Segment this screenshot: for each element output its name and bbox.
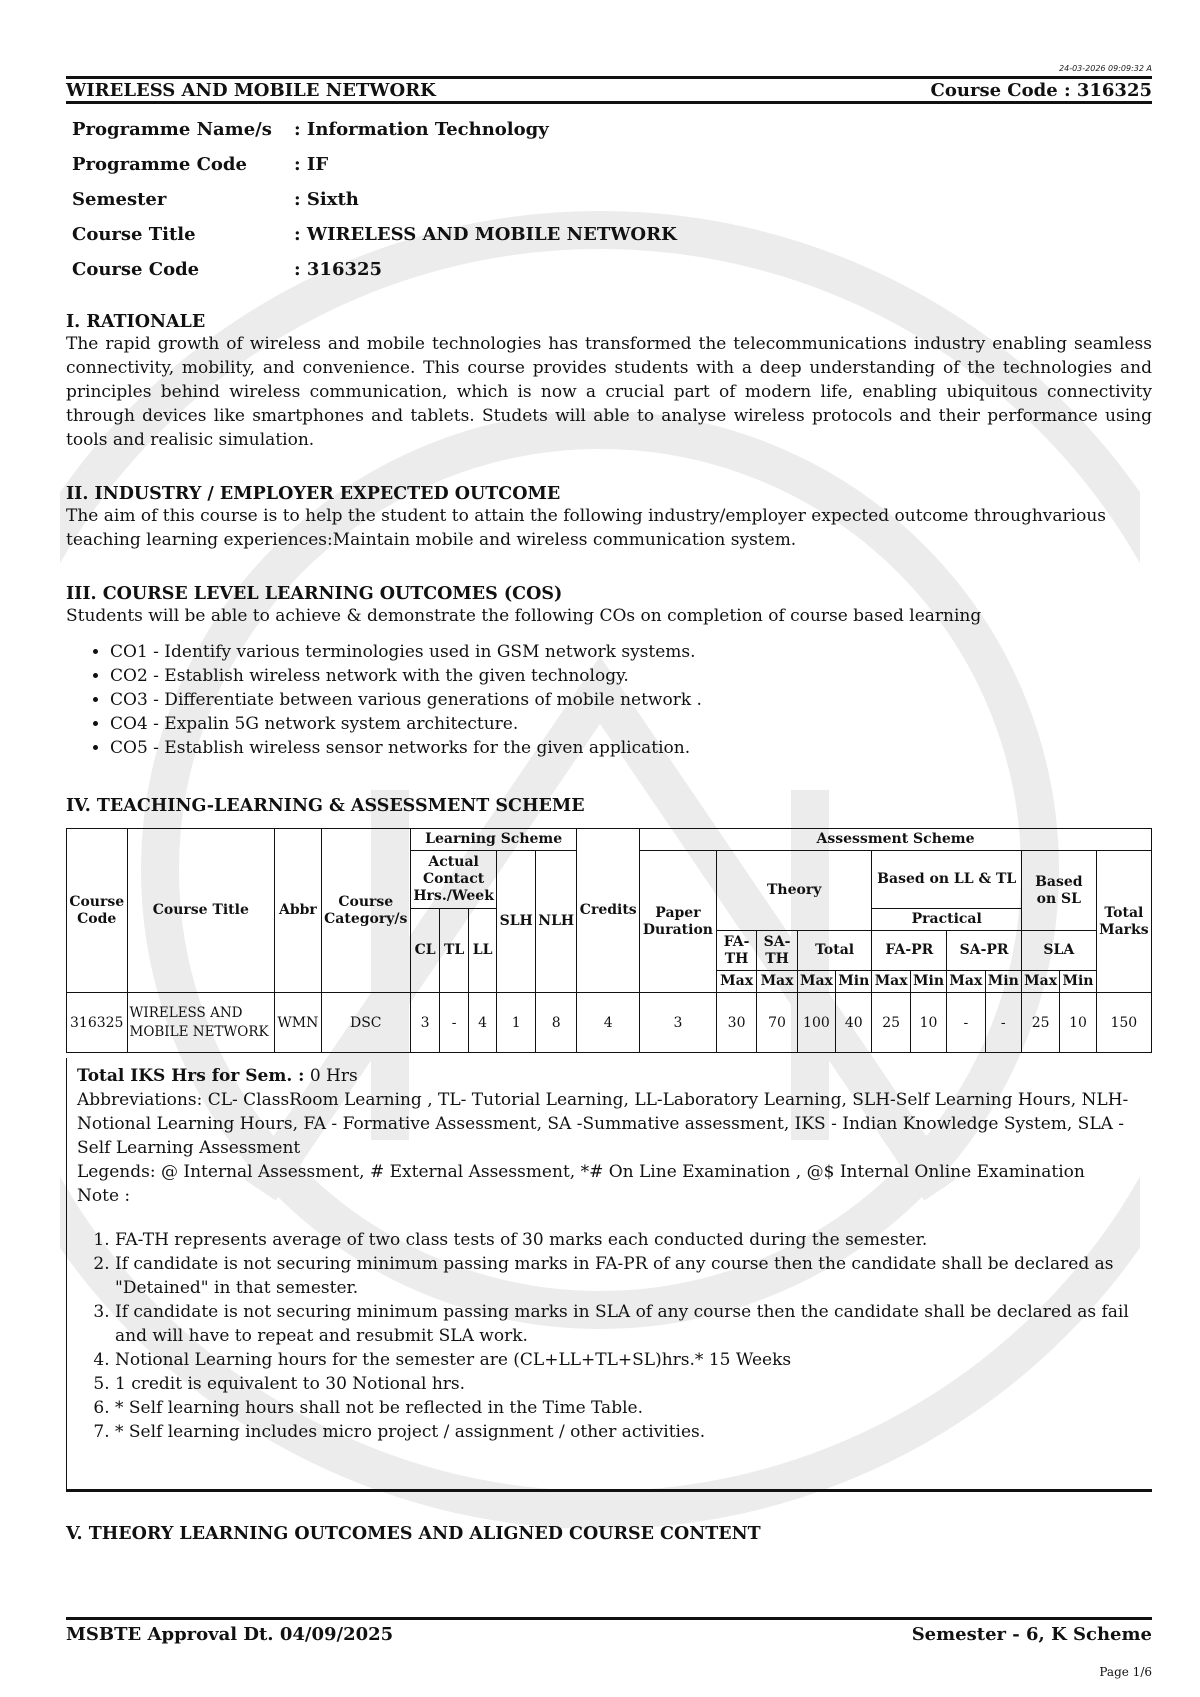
col-header-max: Max <box>757 971 797 993</box>
header-course-title: WIRELESS AND MOBILE NETWORK <box>66 79 436 101</box>
cell-fa-pr-max: 25 <box>872 993 910 1053</box>
note-item: 7. * Self learning includes micro project / assignment / other activities. <box>115 1420 1142 1444</box>
info-label: Programme Name/s <box>72 119 272 140</box>
cell-sa-th-max: 70 <box>757 993 797 1053</box>
legends-text: Legends: @ Internal Assessment, # External Assessment, *# On Line Examination , @$ Internal Online Examination <box>77 1162 1085 1182</box>
iks-hours-label: Total IKS Hrs for Sem. : <box>77 1066 305 1086</box>
rationale-text: The rapid growth of wireless and mobile technologies has transformed the telecommunications industry enabling seamless connectivity, mobility, and convenience. This course provides students with a deep understanding of the technologies and principles behind wireless communication, which is now a crucial part of modern life, enabling ubiquitous connectivity through devices like smartphones and tablets. Studets will able to analyse wireless protocols and their performance using tools and realisic simulation. <box>66 334 1152 450</box>
col-header-nlh: NLH <box>536 851 577 993</box>
group-header-actual-contact: Actual Contact Hrs./Week <box>410 851 497 909</box>
course-outcome-item: • CO4 - Expalin 5G network system architecture. <box>110 712 1152 736</box>
col-header-max: Max <box>1021 971 1059 993</box>
course-info-block <box>72 112 677 287</box>
col-header-max: Max <box>872 971 910 993</box>
cell-course-code: 316325 <box>67 993 128 1053</box>
info-label: Semester <box>72 189 167 210</box>
note-item: 2. If candidate is not securing minimum passing marks in FA-PR of any course then the candidate shall be declared as "Detained" in that semester. <box>115 1252 1142 1300</box>
col-header-total-marks: Total Marks <box>1096 851 1151 993</box>
group-header-practical: Practical <box>872 909 1021 931</box>
info-row-programme-name <box>72 112 677 147</box>
col-header-sa-th: SA-TH <box>757 931 797 971</box>
col-header-fa-th: FA-TH <box>716 931 756 971</box>
page-footer <box>66 1617 1152 1645</box>
course-outcome-item: • CO2 - Establish wireless network with the given technology. <box>110 664 1152 688</box>
print-timestamp: 24-03-2026 09:09:32 A <box>1059 64 1152 73</box>
group-header-assessment-scheme: Assessment Scheme <box>640 829 1152 851</box>
section-heading: I. RATIONALE <box>66 312 206 332</box>
col-header-max: Max <box>716 971 756 993</box>
abbreviations-text: Abbreviations: CL- ClassRoom Learning , TL- Tutorial Learning, LL-Laboratory Learning, SLH-Self Learning Hours, NLH-Notional Learning Hours, FA - Formative Assessment, SA -Summative assessment, IKS - Indian Knowledge System, SLA - Self Learning Assessment <box>77 1090 1129 1158</box>
info-row-programme-code <box>72 147 677 182</box>
course-outcome-item: • CO1 - Identify various terminologies used in GSM network systems. <box>110 640 1152 664</box>
footer-approval-date: MSBTE Approval Dt. 04/09/2025 <box>66 1624 394 1645</box>
cell-abbr: WMN <box>275 993 322 1053</box>
info-row-semester <box>72 182 677 217</box>
col-header-category: Course Category/s <box>321 829 410 993</box>
col-header-credits: Credits <box>577 829 640 993</box>
cell-course-title: WIRELESS AND MOBILE NETWORK <box>127 993 275 1053</box>
cell-paper-duration: 3 <box>640 993 717 1053</box>
cell-category: DSC <box>321 993 410 1053</box>
cell-sa-pr-max: - <box>947 993 985 1053</box>
section-heading: II. INDUSTRY / EMPLOYER EXPECTED OUTCOME <box>66 484 561 504</box>
section-heading: IV. TEACHING-LEARNING & ASSESSMENT SCHEME <box>66 796 585 816</box>
iks-hours <box>77 1064 1142 1088</box>
info-value: : WIRELESS AND MOBILE NETWORK <box>294 224 677 245</box>
course-outcomes-intro: Students will be able to achieve & demonstrate the following COs on completion of course based learning <box>66 606 982 626</box>
teaching-assessment-scheme-table <box>66 828 1152 1053</box>
header-course-code: Course Code : 316325 <box>930 79 1152 101</box>
iks-hours-value: 0 Hrs <box>304 1066 358 1086</box>
footer-semester-scheme: Semester - 6, K Scheme <box>911 1624 1152 1645</box>
col-header-min: Min <box>910 971 946 993</box>
cell-sla-min: 10 <box>1060 993 1096 1053</box>
cell-tl: - <box>440 993 468 1053</box>
info-value: : 316325 <box>294 259 383 280</box>
cell-credits: 4 <box>577 993 640 1053</box>
col-header-course-title: Course Title <box>127 829 275 993</box>
notes-list <box>77 1228 1142 1444</box>
col-header-total: Total <box>797 931 872 971</box>
col-header-sa-pr: SA-PR <box>947 931 1022 971</box>
note-item: 4. Notional Learning hours for the semester are (CL+LL+TL+SL)hrs.* 15 Weeks <box>115 1348 1142 1372</box>
col-header-sla: SLA <box>1021 931 1096 971</box>
col-header-cl: CL <box>410 909 440 993</box>
col-header-max: Max <box>947 971 985 993</box>
group-header-theory: Theory <box>716 851 872 931</box>
cell-ll: 4 <box>468 993 497 1053</box>
scheme-notes-box <box>66 1058 1152 1492</box>
cell-fa-th-max: 30 <box>716 993 756 1053</box>
col-header-slh: SLH <box>497 851 536 993</box>
cell-nlh: 8 <box>536 993 577 1053</box>
course-outcomes-list <box>66 640 1152 760</box>
cell-cl: 3 <box>410 993 440 1053</box>
cell-fa-pr-min: 10 <box>910 993 946 1053</box>
info-label: Programme Code <box>72 154 247 175</box>
group-header-based-ll-tl: Based on LL & TL <box>872 851 1021 909</box>
col-header-min: Min <box>836 971 872 993</box>
group-header-based-sl: Based on SL <box>1021 851 1096 931</box>
col-header-max: Max <box>797 971 835 993</box>
cell-sa-pr-min: - <box>985 993 1021 1053</box>
page-number: Page 1/6 <box>1099 1665 1152 1679</box>
cell-total-marks: 150 <box>1096 993 1151 1053</box>
info-value: : Sixth <box>294 189 359 210</box>
industry-outcome-section <box>66 484 1152 552</box>
note-item: 3. If candidate is not securing minimum passing marks in SLA of any course then the candidate shall be declared as fail and will have to repeat and resubmit SLA work. <box>115 1300 1142 1348</box>
theory-outcomes-section <box>66 1524 1152 1544</box>
page-header <box>66 76 1152 104</box>
course-outcome-item: • CO5 - Establish wireless sensor networks for the given application. <box>110 736 1152 760</box>
note-item: 6. * Self learning hours shall not be reflected in the Time Table. <box>115 1396 1142 1420</box>
col-header-fa-pr: FA-PR <box>872 931 947 971</box>
rationale-section <box>66 312 1152 452</box>
col-header-ll: LL <box>468 909 497 993</box>
cell-total-min: 40 <box>836 993 872 1053</box>
note-item: 5. 1 credit is equivalent to 30 Notional hrs. <box>115 1372 1142 1396</box>
info-row-course-code <box>72 252 677 287</box>
info-label: Course Title <box>72 224 196 245</box>
section-heading: V. THEORY LEARNING OUTCOMES AND ALIGNED COURSE CONTENT <box>66 1524 761 1544</box>
cell-slh: 1 <box>497 993 536 1053</box>
info-value: : Information Technology <box>294 119 549 140</box>
col-header-min: Min <box>985 971 1021 993</box>
note-label: Note : <box>77 1186 131 1206</box>
cell-sla-max: 25 <box>1021 993 1059 1053</box>
info-label: Course Code <box>72 259 200 280</box>
group-header-learning-scheme: Learning Scheme <box>410 829 577 851</box>
col-header-abbr: Abbr <box>275 829 322 993</box>
col-header-min: Min <box>1060 971 1096 993</box>
info-value: : IF <box>294 154 329 175</box>
course-outcome-item: • CO3 - Differentiate between various generations of mobile network . <box>110 688 1152 712</box>
col-header-tl: TL <box>440 909 468 993</box>
industry-outcome-text: The aim of this course is to help the student to attain the following industry/employer expected outcome throughvarious teaching learning experiences:Maintain mobile and wireless communication system. <box>66 506 1107 550</box>
col-header-paper-duration: Paper Duration <box>640 851 717 993</box>
cell-total-max: 100 <box>797 993 835 1053</box>
table-row <box>67 993 1152 1053</box>
section-heading: III. COURSE LEVEL LEARNING OUTCOMES (COS) <box>66 584 563 604</box>
course-outcomes-section <box>66 584 1152 760</box>
col-header-course-code: Course Code <box>67 829 128 993</box>
note-item: 1. FA-TH represents average of two class tests of 30 marks each conducted during the semester. <box>115 1228 1142 1252</box>
info-row-course-title <box>72 217 677 252</box>
scheme-section <box>66 796 1152 816</box>
